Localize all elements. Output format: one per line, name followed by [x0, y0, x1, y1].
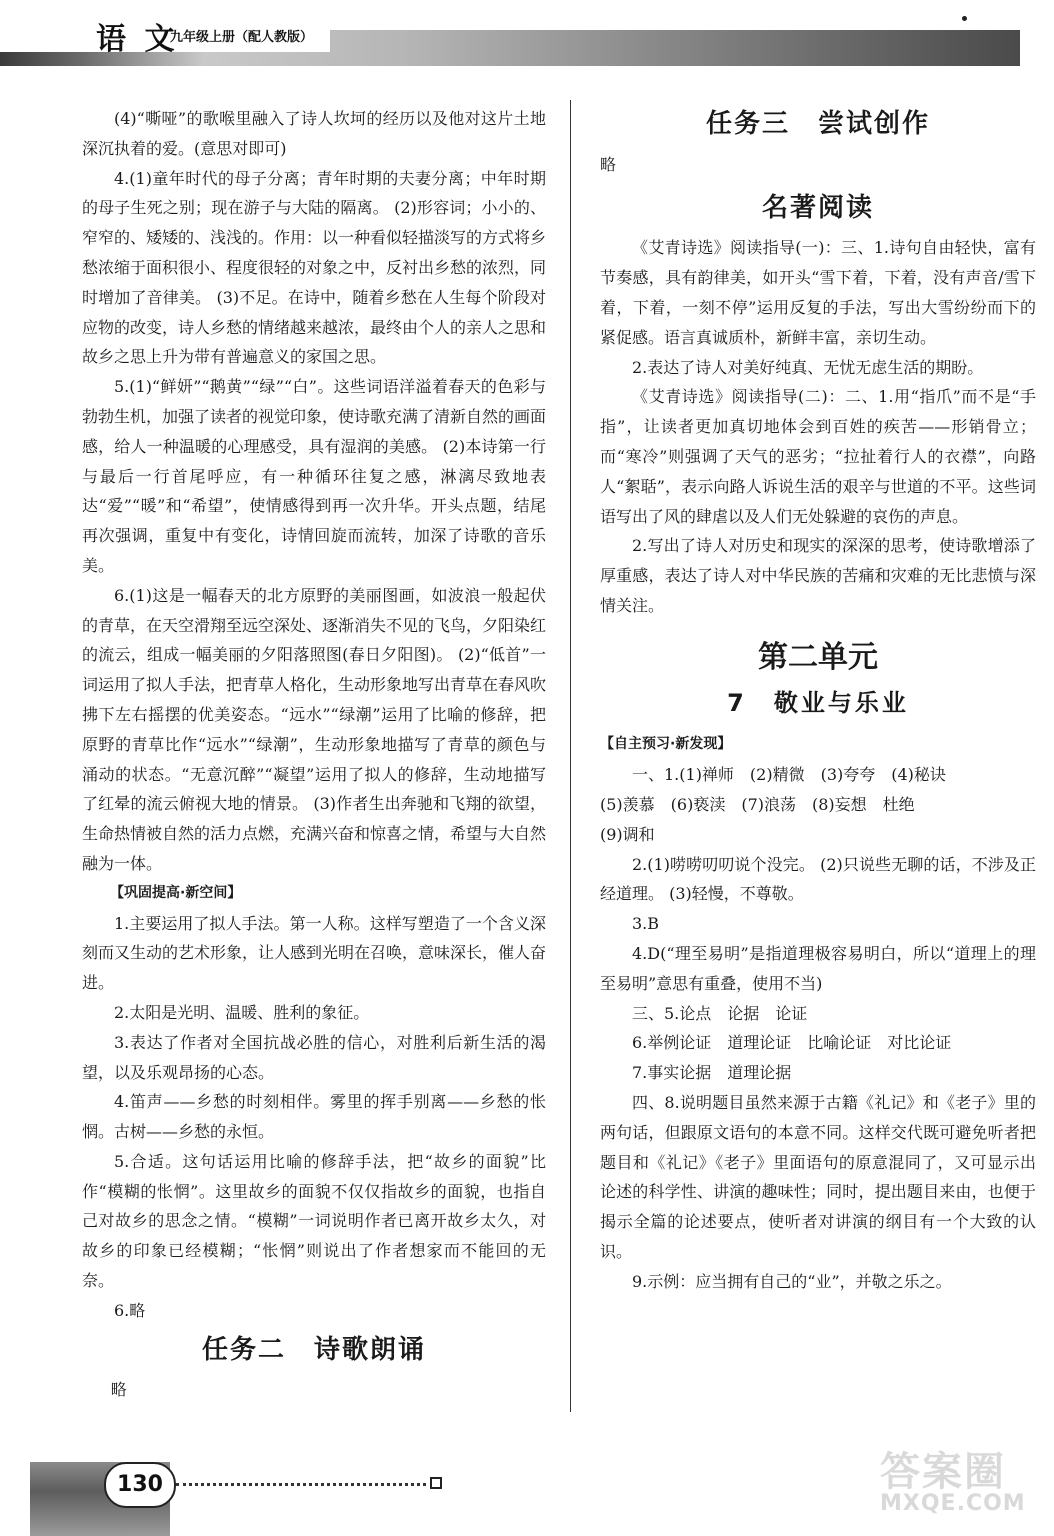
classics-guide-2-answer-2: 2.写出了诗人对历史和现实的深深的思考，使诗歌增添了厚重感，表达了诗人对中华民族的苦痛和灾难的无比悲愤与深情关注。 — [600, 536, 1036, 615]
left-column — [82, 104, 546, 1405]
page-number: 130 — [104, 1462, 176, 1508]
consolidate-answer-5: 5.合适。这句话运用比喻的修辞手法，把“故乡的面貌”比作“模糊的怅惘”。这里故乡的面貌不仅仅指故乡的面貌，也指自己对故乡的思念之情。“模糊”一词说明作者已离开故乡太久，对故乡的印象已经模糊；“怅惘”则说出了作者想家而不能回的无奈。 — [82, 1151, 546, 1291]
task-3-body: 略 — [600, 154, 617, 174]
preview-answer-9: 9.示例：应当拥有自己的“业”，并敬之乐之。 — [632, 1271, 952, 1291]
task-2-body: 略 — [110, 1380, 127, 1400]
grade-label: 九年级上册（配人教版） — [170, 30, 314, 45]
answer-4: 4.(1)童年时代的母子分离；青年时期的夫妻分离；中年时期的母子生死之别；现在游子与大陆的隔离。 (2)形容词；小小的、窄窄的、矮矮的、浅浅的。作用：以一种看似轻描淡写的方式将乡愁浓缩于面积很小、程度很轻的对象之中，反衬出乡愁的浓烈，同时增加了音律美。 (3)不足。在诗中，随着乡愁在人生每个阶段对应物的改变，诗人乡愁的情绪越来越浓，最终由个人的亲人之思和故乡之思上升为带有普遍意义的家国之思。 — [82, 168, 547, 367]
corner-dot — [962, 16, 967, 21]
preview-answer-8: 四、8.说明题目虽然来源于古籍《礼记》和《老子》里的两句话，但跟原文语句的本意不同。这样交代既可避免听者把题目和《礼记》《老子》里面语句的原意混同了，又可显示出论述的科学性、讲演的趣味性；同时，提出题目来由，也便于揭示全篇的论述要点，使听者对讲演的纲目有一个大致的认识。 — [600, 1092, 1036, 1261]
preview-answer-1b: (5)羡慕 (6)亵渎 (7)浪荡 (8)妄想 杜绝 — [600, 794, 915, 814]
answer-4-4: (4)“嘶哑”的歌喉里融入了诗人坎坷的经历以及他对这片土地深沉执着的爱。(意思对即可) — [82, 109, 546, 158]
consolidate-answer-4: 4.笛声——乡愁的时刻相伴。雾里的挥手别离——乡愁的怅惘。古树——乡愁的永恒。 — [82, 1092, 546, 1142]
consolidate-answer-2: 2.太阳是光明、温暖、胜利的象征。 — [114, 1002, 370, 1022]
consolidate-answer-3: 3.表达了作者对全国抗战必胜的信心，对胜利后新生活的渴望，以及乐观昂扬的心态。 — [82, 1032, 546, 1082]
classics-reading-title: 名著阅读 — [761, 192, 874, 223]
preview-answer-1c: (9)调和 — [600, 824, 655, 844]
answer-6: 6.(1)这是一幅春天的北方原野的美丽图画，如波浪一般起伏的青草，在天空滑翔至远空深处、逐渐消失不见的飞鸟，夕阳染红的流云，组成一幅美丽的夕阳落照图(春日夕阳图)。 (2)“低首”一词运用了拟人手法，把青草人格化，生动形象地写出青草在春风吹拂下左右摇摆的优美姿态。“远水”“绿潮”运用了比喻的修辞，把原野的青草比作“远水”“绿潮”，生动形象地描写了青草的颜色与涌动的状态。“无意沉醉”“凝望”运用了拟人的修辞，生动地描写了红晕的流云俯视大地的情景。 (3)作者生出奔驰和飞翔的欲望，生命热情被自然的活力点燃，充满兴奋和惊喜之情，希望与大自然融为一体。 — [82, 585, 547, 873]
footer-square-icon — [430, 1477, 442, 1489]
watermark-main: 答案圈 — [880, 1449, 1006, 1495]
consolidate-answer-1: 1.主要运用了拟人手法。第一人称。这样写塑造了一个含义深刻而又生动的艺术形象，让人感到光明在召唤，意味深长，催人奋进。 — [82, 913, 547, 993]
preview-answer-7: 7.事实论据 道理论据 — [632, 1063, 792, 1083]
subject-title: 语 文 — [96, 22, 179, 57]
consolidate-answer-6: 6.略 — [114, 1300, 146, 1320]
watermark — [880, 1440, 1040, 1530]
column-divider — [570, 100, 571, 1412]
preview-answer-5: 三、5.论点 论据 论证 — [632, 1003, 808, 1023]
unit-title: 第二单元 — [758, 639, 878, 675]
classics-guide-2: 《艾青诗选》阅读指导(二)：二、1.用“指爪”而不是“手指”，让读者更加真切地体会到百姓的疾苦——形销骨立；而“寒冷”则强调了天气的恶劣；“拉扯着行人的衣襟”，向路人“絮聒”，表示向路人诉说生活的艰辛与世道的不平。这些词语写出了风的肆虐以及人们无处躲避的哀伤的声息。 — [600, 387, 1036, 526]
answer-5: 5.(1)“鲜妍”“鹅黄”“绿”“白”。这些词语洋溢着春天的色彩与勃勃生机，加强了读者的视觉印象，使诗歌充满了清新自然的画面感，给人一种温暖的心理感受，具有湿润的美感。 (2)本诗第一行与最后一行首尾呼应，有一种循环往复之感，淋漓尽致地表达“爱”“暖”和“希望”，使情感得到再一次升华。开头点题，结尾再次强调，重复中有变化，诗情回旋而流转，加深了诗歌的音乐美。 — [82, 377, 547, 575]
section-heading-consolidate: 【巩固提高·新空间】 — [110, 884, 242, 901]
preview-answer-1a: 一、1.(1)禅师 (2)精微 (3)夸夸 (4)秘诀 — [632, 765, 946, 785]
watermark-url: MXQE.COM — [880, 1491, 1026, 1516]
classics-guide-1-answer-2: 2.表达了诗人对美好纯真、无忧无虑生活的期盼。 — [632, 357, 984, 377]
page-header — [0, 0, 1054, 75]
preview-answer-6: 6.举例论证 道理论证 比喻论证 对比论证 — [632, 1033, 952, 1053]
preview-answer-4: 4.D(“理至易明”是指道理极容易明白，所以“道理上的理至易明”意思有重叠，使用不当) — [600, 943, 1036, 993]
footer-dotted-line — [176, 1483, 426, 1486]
preview-answer-2: 2.(1)唠唠叨叨说个没完。 (2)只说些无聊的话，不涉及正经道理。 (3)轻慢，不尊敬。 — [600, 854, 1036, 904]
lesson-title: 7 敬业与乐业 — [727, 688, 909, 717]
classics-guide-1: 《艾青诗选》阅读指导(一)：三、1.诗句自由轻快，富有节奏感，具有韵律美，如开头“雪下着，下着，没有声音/雪下着，下着，一刻不停”运用反复的手法，写出大雪纷纷而下的紧促感。语言真诚质朴，新鲜丰富，亲切生动。 — [600, 238, 1036, 347]
task-3-title: 任务三 尝试创作 — [705, 109, 930, 139]
preview-answer-3: 3.B — [632, 914, 660, 934]
section-heading-preview: 【自主预习·新发现】 — [600, 736, 732, 753]
right-column — [600, 104, 1036, 1296]
task-2-title: 任务二 诗歌朗诵 — [201, 1334, 426, 1365]
